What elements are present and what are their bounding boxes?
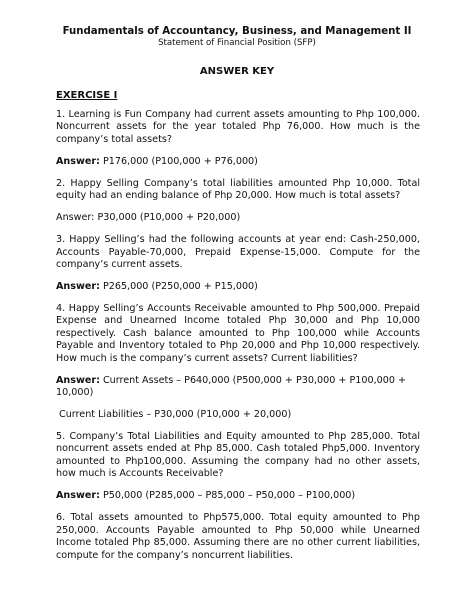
question-3: 3. Happy Selling’s had the following accounts at year end: Cash-250,000, Accounts Payable-70,000, Prepaid Expense-15,000. Compute for the company’s current assets. xyxy=(56,234,420,271)
answer-label: Answer: xyxy=(56,490,100,502)
answer-2 xyxy=(56,212,420,224)
answer-4 xyxy=(56,375,420,400)
exercise-body xyxy=(56,109,420,572)
answer-label: Answer: xyxy=(56,212,95,224)
answer-4-liabilities: Current Liabilities – P30,000 (P10,000 + 20,000) xyxy=(59,409,292,421)
answer-label: Answer: xyxy=(56,281,100,293)
answer-text: P30,000 (P10,000 + P20,000) xyxy=(94,212,241,224)
answer-label: Answer: xyxy=(56,374,100,386)
answer-text: Current Assets – P640,000 (P500,000 + P30,000 + P100,000 + 10,000) xyxy=(56,374,407,399)
answer-5 xyxy=(56,490,420,502)
document-header xyxy=(0,26,474,49)
document-title: Fundamentals of Accountancy, Business, and Management II xyxy=(62,26,412,37)
question-4: 4. Happy Selling’s Accounts Receivable amounted to Php 500,000. Prepaid Expense and Unearned Income totaled Php 30,000 and Php 10,000 respectively. Cash balance amounted to Php 100,000 while Accounts Payable and Inventory totaled to Php 20,000 and Php 10,000 respectively. How much is the company’s current assets? Current liabilities? xyxy=(56,303,420,364)
question-2: 2. Happy Selling Company’s total liabilities amounted Php 10,000. Total equity had an ending balance of Php 20,000. How much is total assets? xyxy=(56,177,420,202)
exercise-heading: EXERCISE I xyxy=(56,90,118,101)
question-1: 1. Learning is Fun Company had current assets amounting to Php 100,000. Noncurrent assets for the year totaled Php 76,000. How much is the company’s total assets? xyxy=(56,109,420,145)
answer-key-heading: ANSWER KEY xyxy=(199,66,275,77)
answer-3 xyxy=(56,281,420,293)
question-5: 5. Company’s Total Liabilities and Equity amounted to Php 285,000. Total noncurrent assets ended at Php 85,000. Cash totaled Php5,000. Inventory amounted to Php100,000. Assuming the company had no other assets, how much is Accounts Receivable? xyxy=(56,431,420,480)
answer-text: P265,000 (P250,000 + P15,000) xyxy=(99,281,258,293)
document-subtitle: Statement of Financial Position (SFP) xyxy=(158,38,316,48)
answer-1 xyxy=(56,156,420,168)
question-6: 6. Total assets amounted to Php575,000. Total equity amounted to Php 250,000. Accounts Payable amounted to Php 50,000 while Unearned Income totaled Php 85,000. Assuming there are no other current liabilities, compute for the company’s noncurrent liabilities. xyxy=(56,512,420,561)
answer-text: P176,000 (P100,000 + P76,000) xyxy=(99,155,258,167)
answer-label: Answer: xyxy=(56,155,100,167)
answer-text: P50,000 (P285,000 – P85,000 – P50,000 – P100,000) xyxy=(99,490,356,502)
